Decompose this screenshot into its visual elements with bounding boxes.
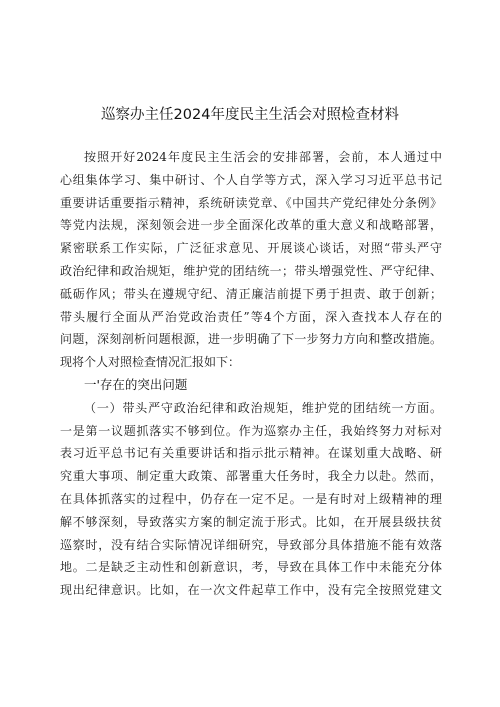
document-title: 巡察办主任2024年度民主生活会对照检查材料	[101, 107, 399, 123]
paragraph-line: 现将个人对照检查情况汇报如下：	[60, 355, 241, 370]
paragraph-line: 带头履行全面从严治党政治责任”等4个方面，深入查找本人存在的	[60, 309, 442, 324]
paragraph-line: 紧密联系工作实际，广泛征求意见、开展谈心谈话，对照“带头严守	[60, 241, 442, 256]
paragraph-line: 一是第一议题抓落实不够到位。作为巡察办主任，我始终努力对标对	[60, 423, 442, 438]
paragraph-line: 解不够深刻，导致落实方案的制定流于形式。比如，在开展县级扶贫	[60, 514, 442, 529]
paragraph-line: 重要讲话重要指示精神，系统研读党章、《中国共产党纪律处分条例》	[60, 195, 442, 210]
paragraph-line: 心组集体学习、集中研讨、个人自学等方式，深入学习习近平总书记	[60, 172, 442, 187]
document-body	[60, 146, 442, 602]
section-heading: 一'存在的突出问题	[84, 376, 188, 392]
paragraph-line: 地。二是缺乏主动性和创新意识，考，导致在具体工作中未能充分体	[60, 560, 442, 575]
paragraph-line: 按照开好2024年度民主生活会的安排部署，会前，本人通过中	[84, 150, 442, 164]
paragraph-line: 问题，深刻剖析问题根源，进一步明确了下一步努力方向和整改措施。	[60, 332, 442, 347]
paragraph-line: 究重大事项、制定重大政策、部署重大任务时，我全力以赴。然而，	[60, 469, 442, 484]
paragraph-line: 巡察时，没有结合实际情况详细研究，导致部分具体措施不能有效落	[60, 537, 442, 552]
paragraph-line: 现出纪律意识。比如，在一次文件起草工作中，没有完全按照党建文	[60, 583, 442, 598]
paragraph-line: 在具体抓落实的过程中，仍存在一定不足。一是有时对上级精神的理	[60, 491, 442, 506]
paragraph-line: 政治纪律和政治规矩，维护党的团结统一；带头增强党性、严守纪律、	[60, 263, 442, 278]
paragraph-line: （一）带头严守政治纪律和政治规矩，维护党的团结统一方面。	[84, 400, 442, 415]
paragraph-line: 等党内法规，深刻领会进一步全面深化改革的重大意义和战略部署，	[60, 218, 442, 233]
paragraph-line: 表习近平总书记有关重要讲话和指示批示精神。在谋划重大战略、研	[60, 446, 442, 461]
paragraph-line: 砥砺作风；带头在遵规守纪、清正廉洁前提下勇于担责、敢于创新；	[60, 286, 442, 301]
